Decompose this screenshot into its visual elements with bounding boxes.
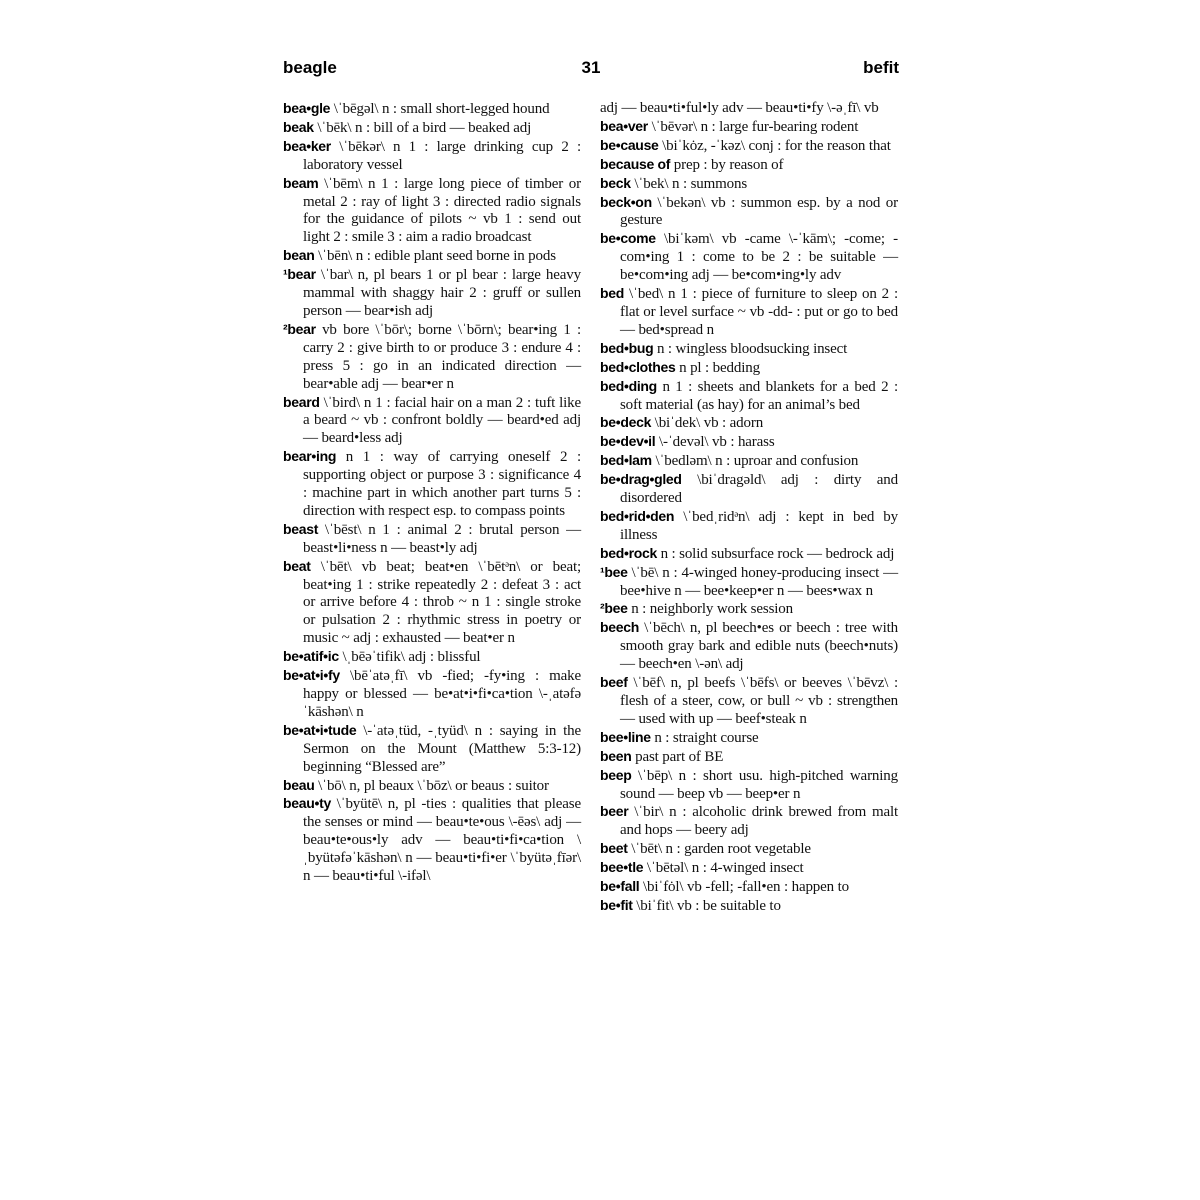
dictionary-entry <box>600 378 898 415</box>
dictionary-entry <box>600 359 898 378</box>
entry-definition: \ˈbēch\ n, pl beech•es or beech : tree with smooth gray bark and edible nuts (beech•nuts) — beech•en \-ən\ adj <box>620 620 898 673</box>
entry-headword: beet <box>600 840 628 857</box>
dictionary-entry <box>600 414 898 433</box>
entry-headword: ²bear <box>283 320 316 337</box>
dictionary-entry <box>600 748 898 767</box>
entry-definition: n 1 : way of carrying oneself 2 : supporting object or purpose 3 : significance 4 : machine part in which another part turns 5 : direction with respect esp. to compass points <box>303 449 581 519</box>
dictionary-entry <box>600 137 898 156</box>
dictionary-entry <box>600 285 898 340</box>
entry-definition: \ˈbēkər\ n 1 : large drinking cup 2 : laboratory vessel <box>303 138 581 173</box>
dictionary-entry <box>600 452 898 471</box>
entry-headword: be•at•i•fy <box>283 667 340 684</box>
entry-headword: bed•lam <box>600 452 652 469</box>
entry-definition: \ˈbēp\ n : short usu. high-pitched warning sound — beep vb — beep•er n <box>620 767 898 802</box>
entry-definition: \biˈkəm\ vb -came \-ˈkām\; -come; -com•ing 1 : come to be 2 : be suitable — be•com•ing adj — be•com•ing•ly adv <box>620 231 898 284</box>
entry-headword: beef <box>600 674 628 691</box>
dictionary-entry <box>283 266 581 321</box>
entry-headword: bed•bug <box>600 339 654 356</box>
dictionary-entry <box>283 247 581 266</box>
entry-headword: bed•clothes <box>600 358 676 375</box>
entry-definition: \-ˈatəˌtüd, -ˌtyüd\ n : saying in the Sermon on the Mount (Matthew 5:3-12) beginning “Blessed are” <box>303 722 581 775</box>
entry-headword: beck <box>600 174 631 191</box>
entry-headword: bed•ding <box>600 377 657 394</box>
guide-word-left: beagle <box>283 58 337 77</box>
entry-headword: bee•tle <box>600 859 644 876</box>
entry-headword: be•fit <box>600 896 633 913</box>
entry-headword: be•come <box>600 230 656 247</box>
entry-definition: \ˈbird\ n 1 : facial hair on a man 2 : tuft like a beard ~ vb : confront boldly — beard•ed adj — beard•less adj <box>303 394 581 447</box>
entry-definition: \ˈbekən\ vb : summon esp. by a nod or gesture <box>620 194 898 229</box>
entry-headword: beer <box>600 803 629 820</box>
dictionary-entry <box>600 471 898 508</box>
dictionary-entry <box>283 175 581 248</box>
dictionary-entry <box>283 394 581 449</box>
dictionary-entry <box>283 558 581 649</box>
entry-headword: bea•gle <box>283 100 331 116</box>
dictionary-entry <box>600 619 898 674</box>
dictionary-entry <box>600 230 898 285</box>
dictionary-entry <box>283 795 581 886</box>
entry-headword: beau <box>283 776 315 793</box>
entry-headword: beep <box>600 766 632 783</box>
dictionary-entry <box>600 156 898 175</box>
entry-headword: bed <box>600 285 624 302</box>
dictionary-entry <box>600 859 898 878</box>
entry-definition: past part of BE <box>635 748 724 765</box>
dictionary-entry <box>600 545 898 564</box>
entry-definition: n : straight course <box>654 729 759 746</box>
entry-definition: \ˈbyütē\ n, pl -ties : qualities that please the senses or mind — beau•te•ous \-ēəs\ adj — beau•te•ous•ly adv — beau•ti•fi•ca•tion \ˌbyütəfəˈkāshən\ n — beau•ti•fi•er \ˈbyütəˌfīər\ n — beau•ti•ful \-ifəl\ <box>303 796 581 885</box>
dictionary-entry <box>600 508 898 545</box>
entry-headword: beard <box>283 393 320 410</box>
entry-definition: \ˈbēf\ n, pl beefs \ˈbēfs\ or beeves \ˈbēvz\ : flesh of a steer, cow, or bull ~ vb : strengthen — used with up — beef•steak n <box>620 675 898 727</box>
entry-definition: \biˈkȯz, -ˈkəz\ conj : for the reason that <box>662 137 891 154</box>
dictionary-entry <box>283 648 581 667</box>
entry-definition: \ˈbēt\ vb beat; beat•en \ˈbētᵊn\ or beat; beat•ing 1 : strike repeatedly 2 : defeat 3 : act or arrive before 4 : throb ~ n 1 : single stroke or pulsation 2 : rhythmic stress in poetry or music ~ adj : exhausted — beat•er n <box>303 558 581 647</box>
entry-definition: vb bore \ˈbōr\; borne \ˈbōrn\; bear•ing 1 : carry 2 : give birth to or produce 3 : endure 4 : press 5 : go in an indicated direction — bear•able adj — bear•er n <box>303 321 581 392</box>
dictionary-entry <box>600 878 898 897</box>
dictionary-entry <box>600 100 898 118</box>
entry-headword: bear•ing <box>283 448 337 465</box>
entry-definition: \bēˈatəˌfī\ vb -fied; -fy•ing : make happy or blessed — be•at•i•fi•ca•tion \-ˌatəfəˈkāshən\ n <box>303 668 581 720</box>
entry-headword: bea•ker <box>283 137 331 154</box>
entry-headword: be•deck <box>600 414 652 431</box>
entry-definition: n : neighborly work session <box>631 601 793 618</box>
guide-word-right: befit <box>863 58 899 77</box>
dictionary-entry <box>600 118 898 137</box>
entry-definition: \ˈbēvər\ n : large fur-bearing rodent <box>651 118 859 135</box>
entry-headword: be•dev•il <box>600 433 656 450</box>
entry-definition: adj — beau•ti•ful•ly adv — beau•ti•fy \-əˌfī\ vb <box>600 100 879 116</box>
entry-headword: bean <box>283 247 315 264</box>
entry-definition: n 1 : sheets and blankets for a bed 2 : soft material (as hay) for an animal’s bed <box>620 378 898 413</box>
entry-definition: \ˈbek\ n : summons <box>634 175 748 192</box>
right-column <box>600 100 898 916</box>
entry-definition: n pl : bedding <box>679 359 760 376</box>
entry-headword: bed•rock <box>600 544 657 561</box>
entry-headword: be•at•i•tude <box>283 721 357 738</box>
dictionary-entry <box>600 840 898 859</box>
entry-definition: \ˈbō\ n, pl beaux \ˈbōz\ or beaus : suitor <box>318 777 549 794</box>
entry-headword: beam <box>283 174 319 191</box>
entry-headword: because of <box>600 155 671 172</box>
entry-headword: beau•ty <box>283 795 331 812</box>
entry-definition: \ˈbir\ n : alcoholic drink brewed from malt and hops — beery adj <box>620 804 899 839</box>
entry-headword: ²bee <box>600 600 628 617</box>
dictionary-entry <box>600 194 898 231</box>
entry-definition: \ˈbar\ n, pl bears 1 or pl bear : large heavy mammal with shaggy hair 2 : gruff or sullen person — bear•ish adj <box>303 267 581 319</box>
entry-definition: \ˌbēəˈtifik\ adj : blissful <box>342 649 481 666</box>
dictionary-entry <box>600 674 898 729</box>
dictionary-entry <box>283 722 581 777</box>
dictionary-entry <box>283 667 581 722</box>
entry-headword: bee•line <box>600 728 651 745</box>
dictionary-entry <box>283 777 581 796</box>
entry-definition: \ˈbēst\ n 1 : animal 2 : brutal person — beast•li•ness n — beast•ly adj <box>303 521 581 556</box>
dictionary-entry <box>283 138 581 175</box>
entry-headword: been <box>600 747 632 764</box>
entry-definition: \ˈbedˌridᵊn\ adj : kept in bed by illness <box>620 508 899 543</box>
entry-headword: be•atif•ic <box>283 648 339 665</box>
entry-headword: be•cause <box>600 136 659 153</box>
entry-definition: \ˈbēt\ n : garden root vegetable <box>631 841 811 858</box>
entry-definition: \ˈbēm\ n 1 : large long piece of timber or metal 2 : ray of light 3 : directed radio signals for the guidance of pilots ~ vb 1 : send out light 2 : smile 3 : aim a radio broadcast <box>303 175 581 246</box>
entry-definition: \biˈdek\ vb : adorn <box>654 415 764 432</box>
entry-definition: \biˈfȯl\ vb -fell; -fall•en : happen to <box>642 879 849 896</box>
entry-headword: beck•on <box>600 193 652 210</box>
left-column <box>283 100 581 886</box>
dictionary-entry <box>600 600 898 619</box>
entry-headword: beast <box>283 520 319 537</box>
page-number: 31 <box>581 58 601 77</box>
entry-definition: \biˈfit\ vb : be suitable to <box>636 897 781 914</box>
entry-headword: beak <box>283 118 314 135</box>
entry-headword: bea•ver <box>600 117 648 134</box>
entry-headword: beat <box>283 557 311 574</box>
entry-definition: \-ˈdevəl\ vb : harass <box>658 434 775 451</box>
dictionary-entry <box>600 433 898 452</box>
dictionary-entry <box>283 448 581 521</box>
entry-headword: be•drag•gled <box>600 471 682 488</box>
entry-definition: n : solid subsurface rock — bedrock adj <box>660 545 895 562</box>
entry-definition: \ˈbēgəl\ n : small short-legged hound <box>333 101 550 117</box>
entry-definition: \ˈbedləm\ n : uproar and confusion <box>655 453 859 470</box>
entry-definition: \ˈbēk\ n : bill of a bird — beaked adj <box>317 119 532 136</box>
entry-definition: \ˈbē\ n : 4-winged honey-producing insect — bee•hive n — bee•keep•er n — bees•wax n <box>620 564 898 599</box>
entry-definition: \ˈbed\ n 1 : piece of furniture to sleep on 2 : flat or level surface ~ vb -dd- : put or go to bed — bed•spread n <box>620 286 899 338</box>
page-header <box>283 58 899 84</box>
dictionary-entry <box>600 175 898 194</box>
dictionary-entry <box>283 321 581 394</box>
dictionary-entry <box>600 340 898 359</box>
entry-definition: \ˈbētəl\ n : 4-winged insect <box>646 860 804 877</box>
entry-definition: \ˈbēn\ n : edible plant seed borne in pods <box>318 248 556 265</box>
dictionary-entry <box>600 803 898 840</box>
entry-definition: prep : by reason of <box>673 156 784 173</box>
dictionary-entry <box>600 564 898 601</box>
dictionary-entry <box>283 521 581 558</box>
entry-headword: be•fall <box>600 878 640 895</box>
dictionary-entry <box>600 729 898 748</box>
entry-definition: n : wingless bloodsucking insect <box>656 340 848 357</box>
entry-headword: beech <box>600 619 639 636</box>
entry-headword: bed•rid•den <box>600 507 675 524</box>
dictionary-entry <box>600 767 898 804</box>
entry-definition: \biˈdragəld\ adj : dirty and disordered <box>620 472 898 507</box>
entry-headword: ¹bear <box>283 266 316 283</box>
dictionary-entry <box>283 100 581 119</box>
dictionary-entry <box>283 119 581 138</box>
dictionary-entry <box>600 897 898 916</box>
entry-headword: ¹bee <box>600 563 628 580</box>
